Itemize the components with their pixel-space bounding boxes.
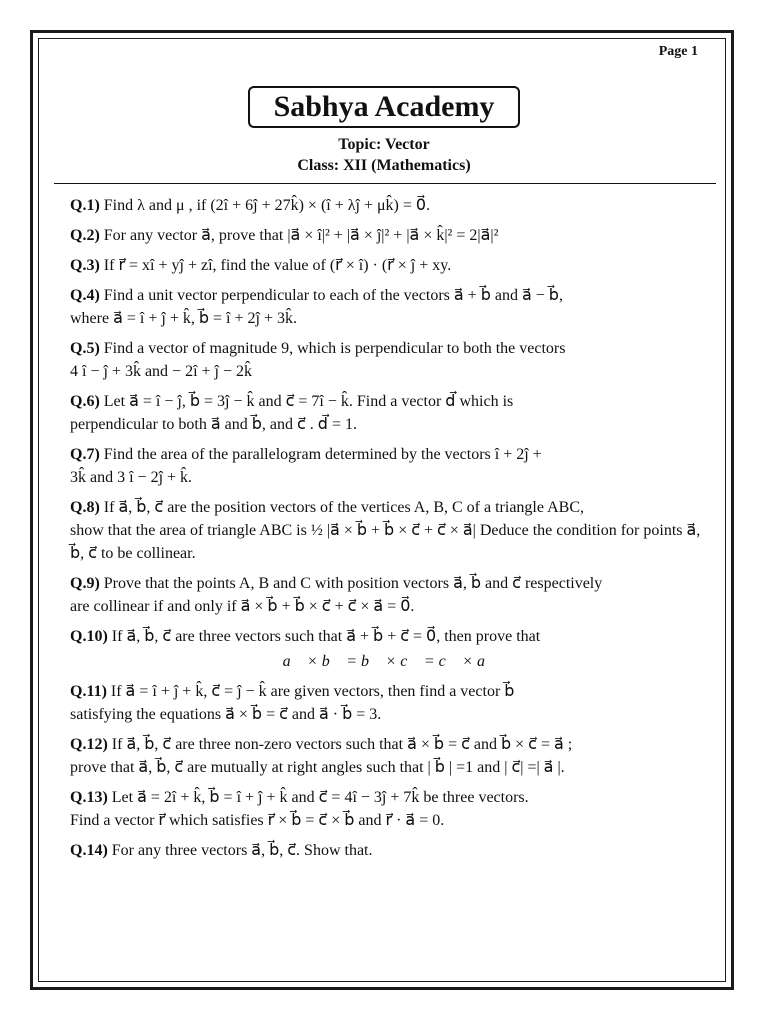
question-item — [70, 390, 710, 436]
question-item — [70, 496, 710, 565]
question-number: Q.2) — [70, 227, 100, 244]
question-text: Find λ and μ , if (2î + 6ĵ + 27k̂) × (î + λĵ + μk̂) = 0⃗. — [103, 197, 431, 214]
question-number: Q.12) — [70, 736, 108, 753]
question-number: Q.10) — [70, 628, 108, 645]
question-text: For any three vectors a⃗, b⃗, c⃗. Show that. — [111, 842, 373, 859]
question-text: Find a vector of magnitude 9, which is perpendicular to both the vectors — [103, 340, 566, 357]
question-list — [70, 194, 710, 869]
question-number: Q.14) — [70, 842, 108, 859]
question-number: Q.9) — [70, 575, 100, 592]
question-text: Prove that the points A, B and C with position vectors a⃗, b⃗ and c⃗ respectively — [103, 575, 603, 592]
question-text: If r⃗ = xî + yĵ + zî, find the value of (r⃗ × î) · (r⃗ × ĵ + xy. — [103, 257, 452, 274]
question-equation: a⃗ × b⃗ = b⃗ × c⃗ = c⃗ × a⃗ — [282, 653, 498, 670]
question-number: Q.4) — [70, 287, 100, 304]
question-text-continued: satisfying the equations a⃗ × b⃗ = c⃗ and a⃗ · b⃗ = 3. — [70, 706, 382, 723]
question-text: If a⃗, b⃗, c⃗ are three vectors such that a⃗ + b⃗ + c⃗ = 0⃗, then prove that — [111, 628, 541, 645]
question-text: If a⃗, b⃗, c⃗ are three non-zero vectors such that a⃗ × b⃗ = c⃗ and b⃗ × c⃗ = a⃗ ; — [111, 736, 573, 753]
class-heading: Class: XII (Mathematics) — [297, 157, 471, 174]
question-item — [70, 337, 710, 383]
question-text: Let a⃗ = î − ĵ, b⃗ = 3ĵ − k̂ and c⃗ = 7î − k̂. Find a vector d⃗ which is — [103, 393, 514, 410]
question-item — [70, 194, 710, 217]
question-item — [70, 284, 710, 330]
question-number: Q.13) — [70, 789, 108, 806]
question-item — [70, 572, 710, 618]
question-text: If a⃗ = î + ĵ + k̂, c⃗ = ĵ − k̂ are given vectors, then find a vector b⃗ — [110, 683, 515, 700]
page-number: Page 1 — [658, 44, 698, 59]
question-text: If a⃗, b⃗, c⃗ are the position vectors of the vertices A, B, C of a triangle ABC, — [103, 499, 584, 516]
question-item — [70, 224, 710, 247]
question-text: For any vector a⃗, prove that |a⃗ × î|² + |a⃗ × ĵ|² + |a⃗ × k̂|² = 2|a⃗|² — [103, 227, 499, 244]
question-text-continued: 3k̂ and 3 î − 2ĵ + k̂. — [70, 469, 193, 486]
question-text-continued: are collinear if and only if a⃗ × b⃗ + b⃗ × c⃗ + c⃗ × a⃗ = 0⃗. — [70, 598, 415, 615]
question-text: Let a⃗ = 2î + k̂, b⃗ = î + ĵ + k̂ and c⃗ = 4î − 3ĵ + 7k̂ be three vectors. — [111, 789, 529, 806]
question-item — [70, 625, 710, 673]
question-item — [70, 443, 710, 489]
academy-title: Sabhya Academy — [248, 86, 520, 128]
question-number: Q.11) — [70, 683, 107, 700]
question-text-continued: prove that a⃗, b⃗, c⃗ are mutually at right angles such that | b⃗ | =1 and | c⃗| =| a⃗ |. — [70, 759, 565, 776]
question-text: Find the area of the parallelogram determined by the vectors î + 2ĵ + — [103, 446, 542, 463]
question-number: Q.7) — [70, 446, 100, 463]
question-text-continued: where a⃗ = î + ĵ + k̂, b⃗ = î + 2ĵ + 3k̂. — [70, 310, 297, 327]
question-text-continued: show that the area of triangle ABC is ½ |a⃗ × b⃗ + b⃗ × c⃗ + c⃗ × a⃗| Deduce the condition for points a⃗, b⃗, c⃗ to be collinear. — [70, 522, 701, 562]
question-number: Q.6) — [70, 393, 100, 410]
question-number: Q.1) — [70, 197, 100, 214]
question-number: Q.3) — [70, 257, 100, 274]
topic-heading: Topic: Vector — [338, 136, 430, 153]
question-number: Q.5) — [70, 340, 100, 357]
question-item — [70, 786, 710, 832]
question-item — [70, 254, 710, 277]
question-item — [70, 733, 710, 779]
question-number: Q.8) — [70, 499, 100, 516]
question-text-continued: 4 î − ĵ + 3k̂ and − 2î + ĵ − 2k̂ — [70, 363, 252, 380]
question-item — [70, 839, 710, 862]
question-text-continued: Find a vector r⃗ which satisfies r⃗ × b⃗ = c⃗ × b⃗ and r⃗ · a⃗ = 0. — [70, 812, 445, 829]
header-divider — [54, 183, 716, 184]
question-text: Find a unit vector perpendicular to each of the vectors a⃗ + b⃗ and a⃗ − b⃗, — [103, 287, 563, 304]
question-text-continued: perpendicular to both a⃗ and b⃗, and c⃗ . d⃗ = 1. — [70, 416, 357, 433]
question-item — [70, 680, 710, 726]
